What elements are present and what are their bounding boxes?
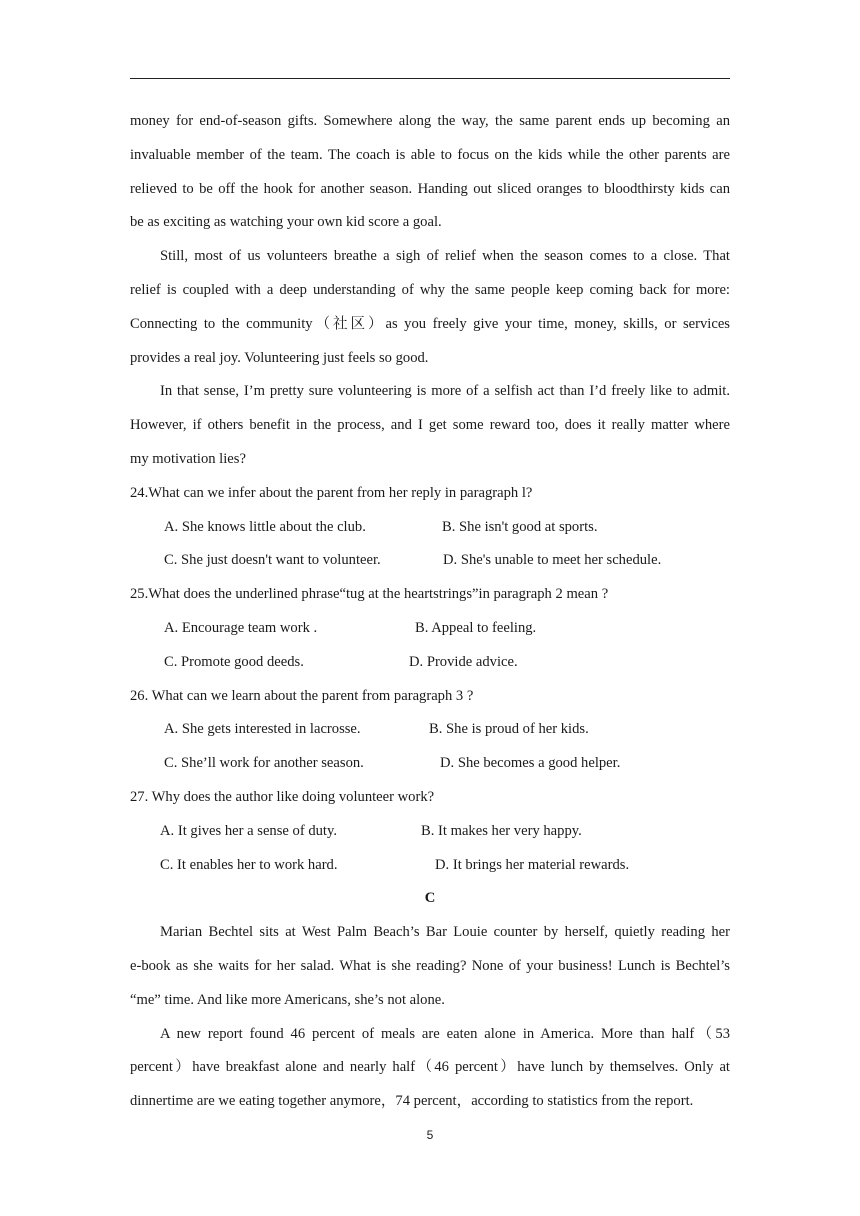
options-row bbox=[130, 544, 730, 578]
option-b: B. She is proud of her kids. bbox=[429, 721, 589, 738]
option-d: D. It brings her material rewards. bbox=[435, 856, 630, 873]
question-stem-26: 26. What can we learn about the parent from paragraph 3 ? bbox=[130, 687, 474, 704]
options-row bbox=[130, 815, 730, 849]
paragraph-line: relief is coupled with a deep understanding of why the same people keep coming back for more: bbox=[130, 281, 730, 298]
option-b: B. She isn't good at sports. bbox=[442, 518, 598, 535]
paragraph-line: Marian Bechtel sits at West Palm Beach’s Bar Louie counter by herself, quietly reading her bbox=[160, 924, 730, 941]
option-a: A. She knows little about the club. bbox=[164, 518, 366, 535]
options-row bbox=[130, 849, 730, 883]
paragraph-line: money for end-of-season gifts. Somewhere along the way, the same parent ends up becoming an bbox=[130, 113, 730, 129]
section-heading: C bbox=[424, 890, 436, 907]
paragraph-line: invaluable member of the team. The coach is able to focus on the kids while the other parents are bbox=[130, 146, 730, 163]
option-d: D. She's unable to meet her schedule. bbox=[443, 552, 662, 569]
paragraph-line: e-book as she waits for her salad. What is she reading? None of your business! Lunch is Bechtel’s bbox=[130, 957, 730, 974]
question-stem-24: 24.What can we infer about the parent from her reply in paragraph l? bbox=[130, 484, 533, 501]
paragraph-line: percent）have breakfast alone and nearly half（46 percent）have lunch by themselves. Only at bbox=[130, 1059, 730, 1076]
option-a: A. It gives her a sense of duty. bbox=[160, 822, 337, 839]
options-row bbox=[130, 511, 730, 545]
header-rule bbox=[130, 78, 730, 79]
option-b: B. It makes her very happy. bbox=[421, 822, 582, 839]
option-c: C. She just doesn't want to volunteer. bbox=[164, 552, 381, 569]
paragraph-line: be as exciting as watching your own kid score a goal. bbox=[130, 214, 442, 231]
option-c: C. Promote good deeds. bbox=[164, 653, 304, 670]
options-row bbox=[130, 747, 730, 781]
option-a: A. She gets interested in lacrosse. bbox=[164, 721, 361, 738]
option-a: A. Encourage team work . bbox=[164, 619, 318, 636]
option-d: D. Provide advice. bbox=[409, 653, 518, 670]
paragraph-line: relieved to be off the hook for another season. Handing out sliced oranges to bloodthirsty kids can bbox=[130, 180, 730, 197]
paragraph-line: In that sense, I’m pretty sure volunteering is more of a selfish act than I’d freely like to admit. bbox=[160, 383, 730, 400]
paragraph-line: “me” time. And like more Americans, she’s not alone. bbox=[130, 991, 445, 1008]
question-stem-25: 25.What does the underlined phrase“tug at the heartstrings”in paragraph 2 mean ? bbox=[130, 586, 609, 603]
paragraph-line: Still, most of us volunteers breathe a sigh of relief when the season comes to a close. That bbox=[160, 248, 730, 265]
page-number: 5 bbox=[426, 1128, 434, 1142]
option-c: C. She’ll work for another season. bbox=[164, 755, 364, 772]
question-stem-27: 27. Why does the author like doing volunteer work? bbox=[130, 788, 435, 805]
options-row bbox=[130, 612, 730, 646]
option-b: B. Appeal to feeling. bbox=[415, 619, 537, 636]
paragraph-line: my motivation lies? bbox=[130, 450, 246, 467]
page-body bbox=[130, 105, 730, 1119]
options-row bbox=[130, 646, 730, 680]
option-c: C. It enables her to work hard. bbox=[160, 856, 338, 873]
paragraph-line: provides a real joy. Volunteering just feels so good. bbox=[130, 349, 429, 366]
paragraph-line: However, if others benefit in the process, and I get some reward too, does it really matter where bbox=[130, 417, 730, 434]
paragraph-line: Connecting to the community（社区）as you freely give your time, money, skills, or services bbox=[130, 315, 730, 332]
option-d: D. She becomes a good helper. bbox=[440, 755, 621, 772]
paragraph-line: dinnertime are we eating together anymore，74 percent，according to statistics from the report. bbox=[130, 1093, 694, 1110]
options-row bbox=[130, 713, 730, 747]
paragraph-line: A new report found 46 percent of meals are eaten alone in America. More than half（53 bbox=[160, 1025, 730, 1042]
